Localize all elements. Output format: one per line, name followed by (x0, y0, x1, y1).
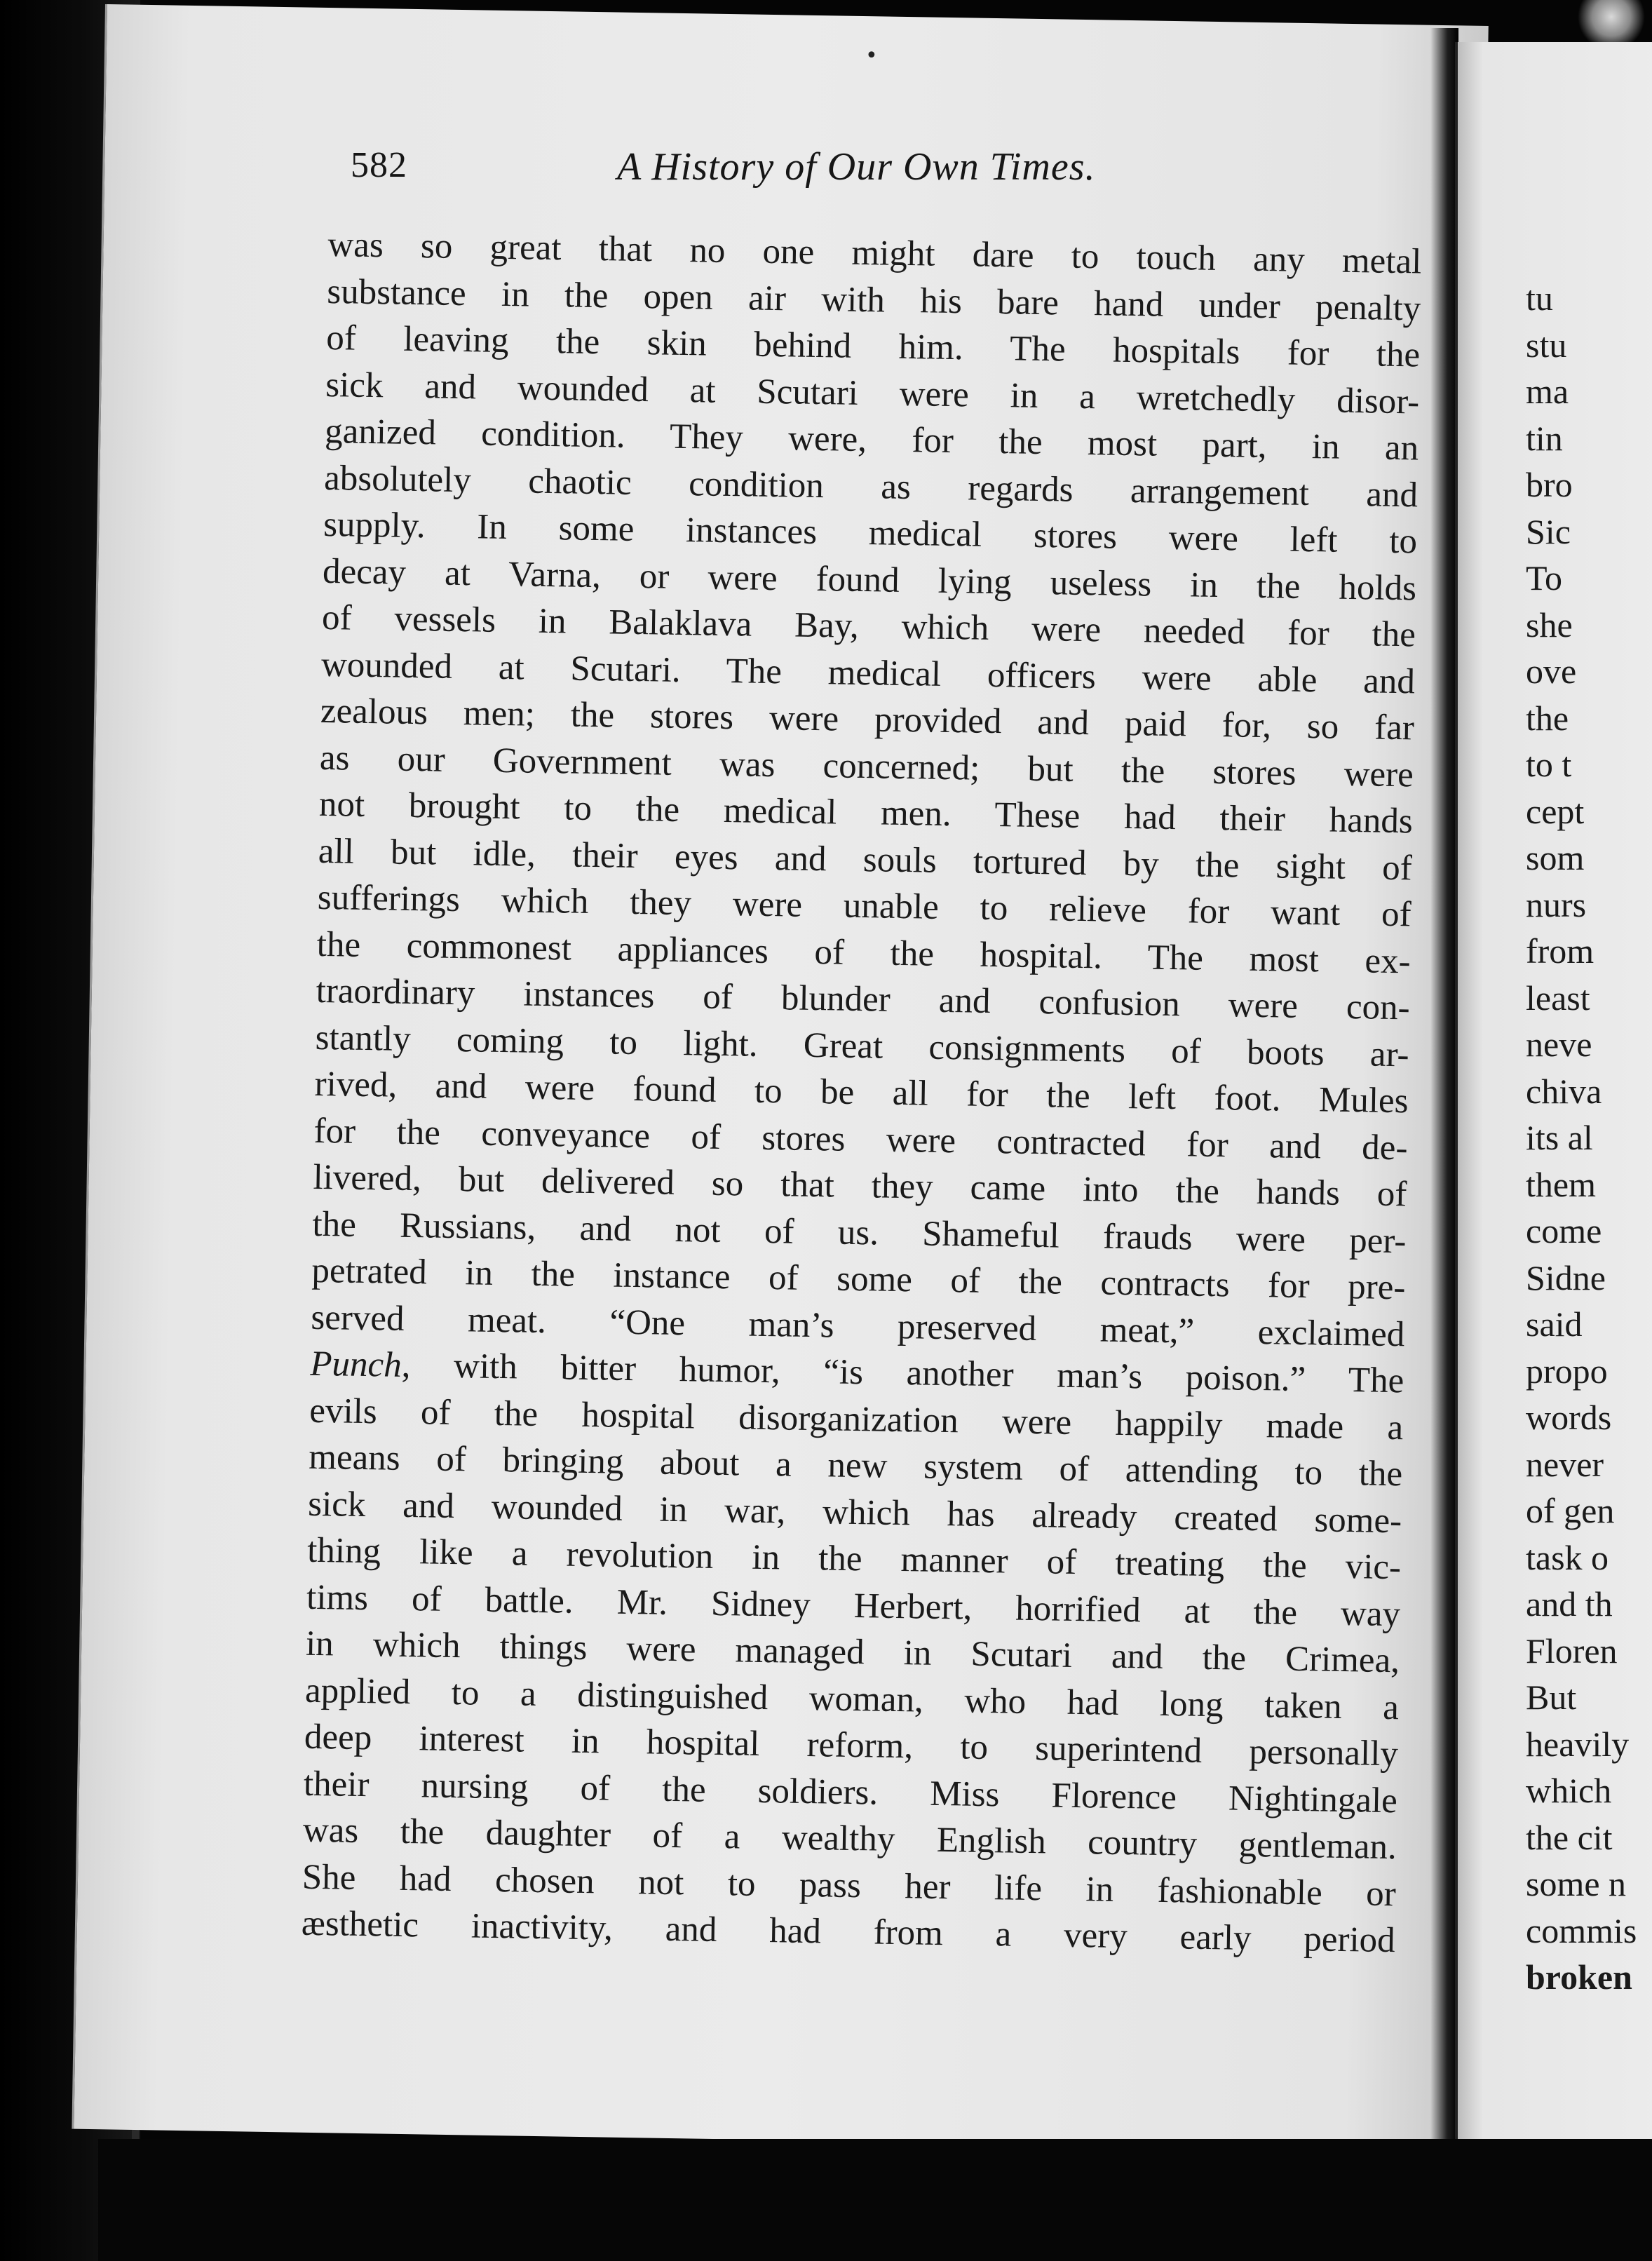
facing-page-fragment: them (1526, 1164, 1596, 1204)
text-line: stantly coming to light. Great consignments of boots ar- (315, 1018, 1409, 1074)
corner-ornament (1571, 0, 1652, 42)
text-line: thing like a revolution in the manner of treating the vic- (306, 1530, 1402, 1588)
text-line: as our Government was concerned; but the stores were (319, 738, 1414, 795)
text-line: served meat. “One man’s preserved meat,” exclaimed (311, 1297, 1405, 1354)
text-line: the Russians, and not of us. Shameful frauds were per- (312, 1204, 1407, 1261)
facing-page-fragment: Sidne (1526, 1257, 1606, 1297)
facing-page-fragment: Floren (1526, 1631, 1618, 1671)
facing-page-fragment: to t (1526, 745, 1572, 784)
text-line: was so great that no one might dare to touch any metal (327, 224, 1422, 282)
text-line: ganized condition. They were, for the most part, in an (324, 411, 1419, 468)
text-line: deep interest in hospital reform, to superintend personally (304, 1717, 1399, 1774)
text-line: zealous men; the stores were provided and paid for, so far (320, 691, 1415, 748)
fold-shadow (1430, 28, 1458, 2174)
text-line: She had chosen not to pass her life in fashionable or (302, 1857, 1397, 1914)
facing-page-fragment: som (1526, 838, 1585, 877)
text-line: rived, and were found to be all for the left foot. Mules (314, 1064, 1409, 1121)
text-line: all but idle, their eyes and souls tortured by the sight of (318, 831, 1413, 888)
facing-page-fragment: come (1526, 1211, 1602, 1250)
text-line: applied to a distinguished woman, who had long taken a (304, 1671, 1400, 1727)
text-line: evils of the hospital disorganization were happily made a (309, 1391, 1404, 1447)
text-line: was the daughter of a wealthy English country gentleman. (302, 1810, 1397, 1868)
italic-word: Punch (309, 1344, 402, 1385)
text-line: Punch, with bitter humor, “is another man’s poison.” The (309, 1344, 1404, 1401)
facing-page-fragment: said (1526, 1304, 1583, 1344)
facing-page-fragment: stu (1526, 325, 1567, 365)
facing-page-fragment: task o (1526, 1537, 1609, 1577)
facing-page-fragment: broken (1526, 1957, 1632, 1997)
facing-page-fragment: nurs (1526, 884, 1587, 924)
text-line: decay at Varna, or were found lying useless in the holds (322, 551, 1417, 608)
text-line: substance in the open air with his bare hand under penalty (326, 271, 1421, 328)
facing-page-fragment: least (1526, 978, 1590, 1018)
text-line: for the conveyance of stores were contracted for and de- (313, 1111, 1408, 1168)
facing-page-fragment: propo (1526, 1351, 1608, 1391)
running-title: A History of Our Own Times. (617, 145, 1096, 189)
facing-page-fragment: from (1526, 931, 1595, 971)
facing-page-fragment: the cit (1526, 1817, 1613, 1857)
text-line: sufferings which they were unable to relieve for want of (317, 877, 1412, 935)
text-line: livered, but delivered so that they came into the hands of (313, 1157, 1407, 1215)
text-line: sick and wounded in war, which has already created some- (307, 1484, 1402, 1541)
facing-page-fragment: chiva (1526, 1071, 1602, 1111)
facing-page-fragment: heavily (1526, 1724, 1630, 1764)
facing-page-fragment: never (1526, 1444, 1604, 1484)
facing-page-fragment: Sic (1526, 511, 1571, 551)
facing-page-fragment: ma (1526, 372, 1569, 411)
facing-page-fragment: she (1526, 605, 1573, 644)
facing-page-fragment: ove (1526, 652, 1577, 691)
text-line: of vessels in Balaklava Bay, which were needed for the (321, 598, 1416, 655)
text-line: supply. In some instances medical stores were left to (323, 504, 1418, 562)
text-line: their nursing of the soldiers. Miss Florence Nightingale (303, 1764, 1398, 1821)
facing-page-fragment: the (1526, 698, 1569, 738)
text-line: the commonest appliances of the hospital. The most ex- (316, 924, 1411, 981)
facing-page-fragment: tu (1526, 278, 1553, 318)
running-header (351, 144, 1430, 201)
facing-page-fragment: commis (1526, 1910, 1637, 1950)
text-line: sick and wounded at Scutari were in a wretchedly disor- (325, 365, 1420, 421)
text-line: tims of battle. Mr. Sidney Herbert, horrified at the way (306, 1577, 1401, 1634)
text-line: not brought to the medical men. These had their hands (318, 784, 1414, 842)
facing-page-fragment: But (1526, 1678, 1577, 1717)
facing-page-fragment: cept (1526, 791, 1585, 831)
facing-page-fragment: and th (1526, 1584, 1613, 1624)
text-line: in which things were managed in Scutari and the Crimea, (305, 1624, 1400, 1681)
text-line: of leaving the skin behind him. The hospitals for the (325, 318, 1421, 375)
facing-page-fragment: tin (1526, 418, 1563, 458)
facing-page-fragment: some n (1526, 1864, 1627, 1903)
text-line: petrated in the instance of some of the contracts for pre- (311, 1250, 1406, 1308)
body-text (301, 222, 1421, 1964)
facing-page-fragment: bro (1526, 465, 1573, 504)
text-line: wounded at Scutari. The medical officers were able and (320, 644, 1416, 701)
text-line: absolutely chaotic condition as regards arrangement and (323, 458, 1419, 515)
text-line: traordinary instances of blunder and confusion were con- (316, 971, 1411, 1028)
page-number: 582 (351, 145, 407, 185)
facing-page-fragment: its al (1526, 1118, 1593, 1157)
facing-page-fragment: which (1526, 1771, 1612, 1810)
text-line: means of bringing about a new system of attending to the (308, 1437, 1403, 1494)
facing-page-fragment: To (1526, 558, 1563, 598)
facing-page-fragment: words (1526, 1398, 1612, 1437)
facing-page-text (1526, 275, 1652, 2001)
ink-speck: • (865, 43, 878, 68)
text-line: æsthetic inactivity, and had from a very early period (301, 1903, 1396, 1961)
bottom-edge (98, 2139, 1652, 2261)
facing-page-fragment: of gen (1526, 1491, 1615, 1530)
facing-page-fragment: neve (1526, 1025, 1592, 1064)
